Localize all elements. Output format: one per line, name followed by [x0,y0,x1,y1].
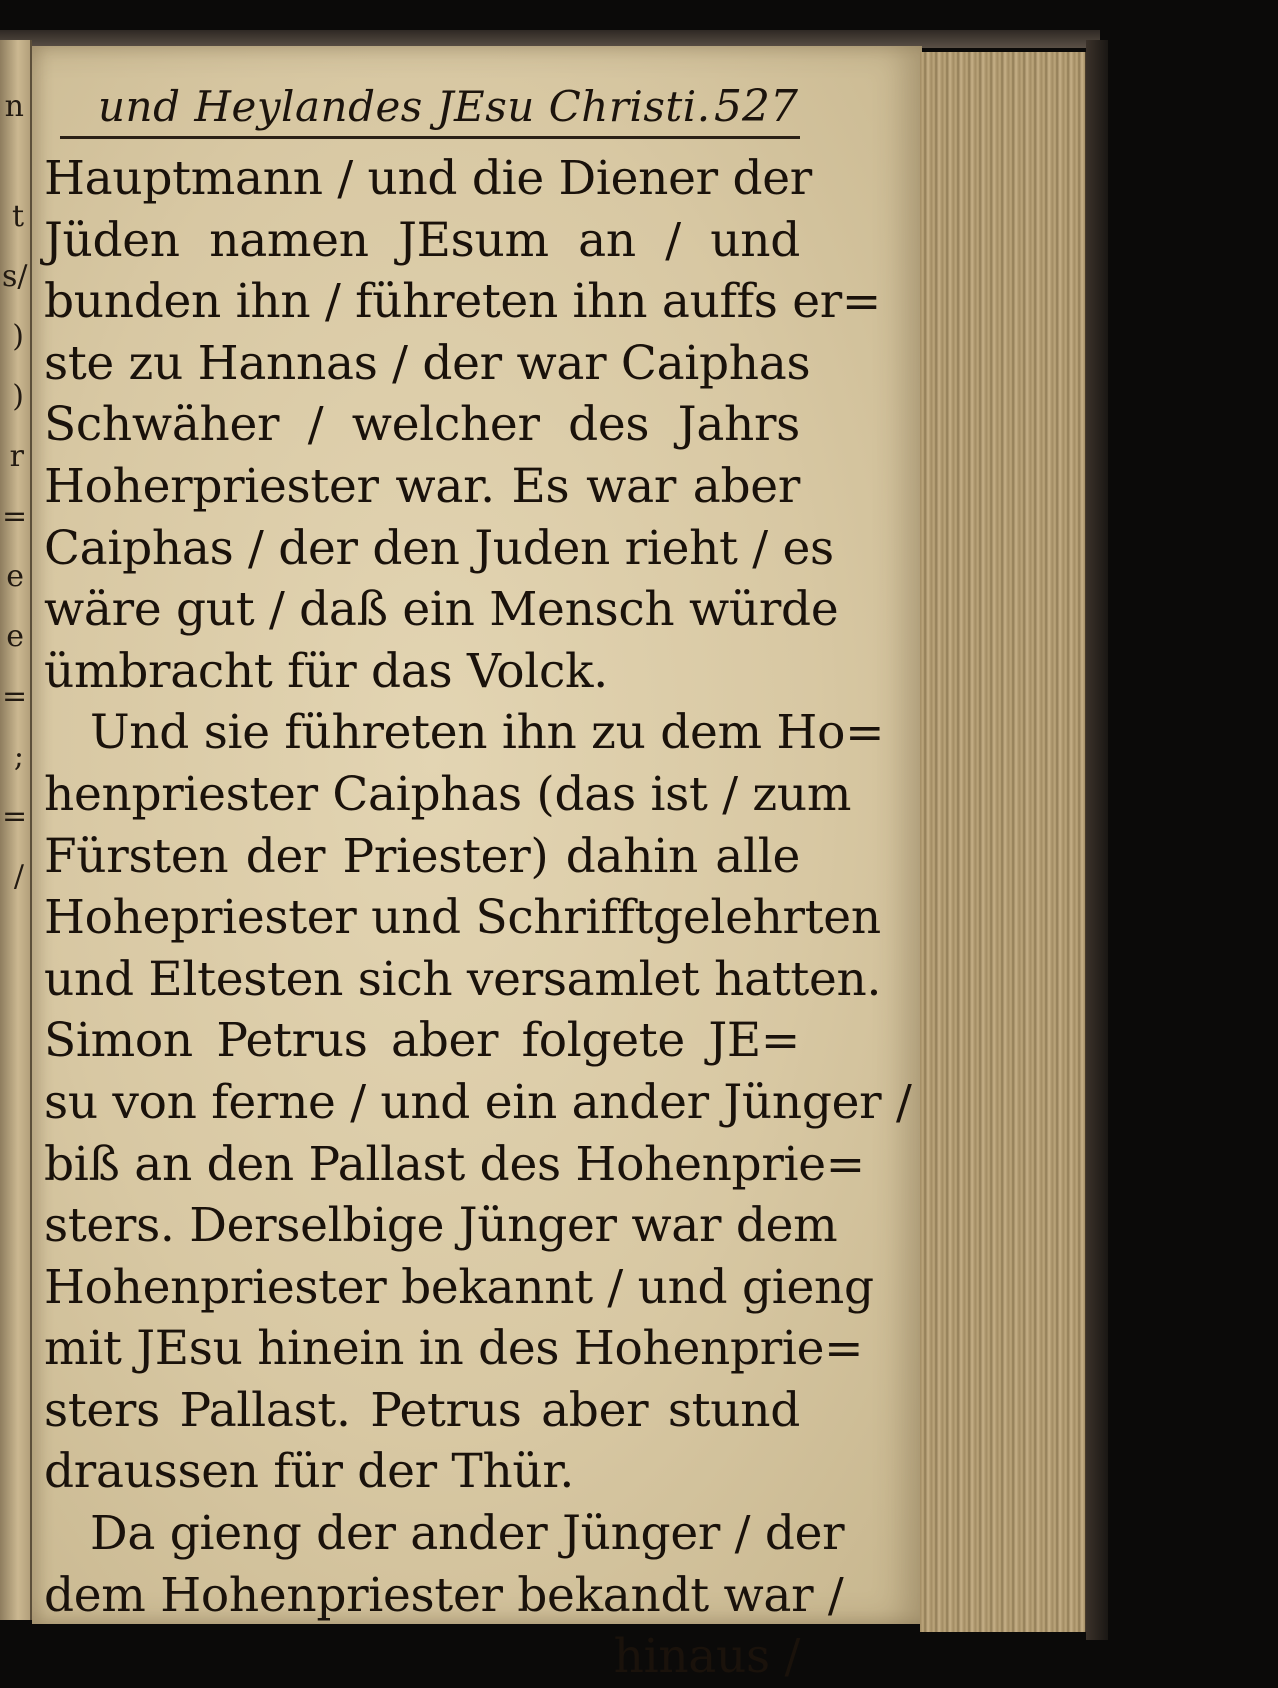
text-line: sters Pallast. Petrus aber stund [44,1382,800,1438]
prev-page-fragment: ; [13,739,24,774]
text-line: Hohenpriester bekannt / und gieng [44,1259,874,1315]
prev-page-fragment: r [9,439,24,474]
text-line: wäre gut / daß ein Mensch würde [44,582,839,638]
prev-page-fragment: ) [12,379,24,414]
text-line: draussen für der Thür. [44,1444,575,1500]
page-edges [920,52,1089,1632]
prev-page-fragment: = [2,499,28,534]
text-line: biß an den Pallast des Hohenprie= [44,1136,865,1192]
text-line: Caiphas / der den Juden rieht / es [44,520,834,576]
header-rule [60,136,800,139]
prev-page-fragment: = [2,679,28,714]
text-line: Schwäher / welcher des Jahrs [44,397,800,453]
text-line: Hoherpriester war. Es war aber [44,458,800,514]
text-line: bunden ihn / führeten ihn auffs er= [44,274,881,330]
text-line: sters. Derselbige Jünger war dem [44,1198,838,1254]
text-line: dem Hohenpriester bekandt war / [44,1567,844,1623]
page-number: 527 [714,81,798,132]
text-line: Hauptmann / und die Diener der [44,151,812,206]
catchword: hinaus / [613,1629,800,1685]
text-line: Hohepriester und Schrifftgelehrten [44,890,881,946]
text-line: und Eltesten sich versamlet hatten. [44,951,882,1007]
text-line: Fürsten der Priester) dahin alle [44,828,800,884]
text-line: ste zu Hannas / der war Caiphas [44,335,811,391]
page-header [98,80,798,134]
text-line: ümbracht für das Volck. [44,643,608,699]
prev-page-fragment: = [2,799,28,834]
previous-page-sliver [0,40,32,1620]
prev-page-fragment: e [6,619,24,654]
text-line: su von ferne / und ein ander Jünger / [44,1074,912,1130]
running-head: und Heylandes JEsu Christi. [98,82,711,131]
prev-page-fragment: n [4,89,24,124]
prev-page-fragment: s/ [2,259,28,294]
text-line: henpriester Caiphas (das ist / zum [44,766,852,822]
body-text [44,148,912,1688]
prev-page-fragment: / [13,859,24,894]
prev-page-fragment: e [6,559,24,594]
text-line: mit JEsu hinein in des Hohenprie= [44,1321,864,1377]
text-line: Und sie führeten ihn zu dem Ho= [90,705,885,761]
text-line: Jüden namen JEsum an / und [44,212,800,268]
text-line: Simon Petrus aber folgete JE= [44,1013,800,1069]
prev-page-fragment: ) [12,319,24,354]
prev-page-fragment: t [11,199,24,234]
text-line: Da gieng der ander Jünger / der [90,1506,845,1562]
cover-edge [1086,40,1108,1640]
